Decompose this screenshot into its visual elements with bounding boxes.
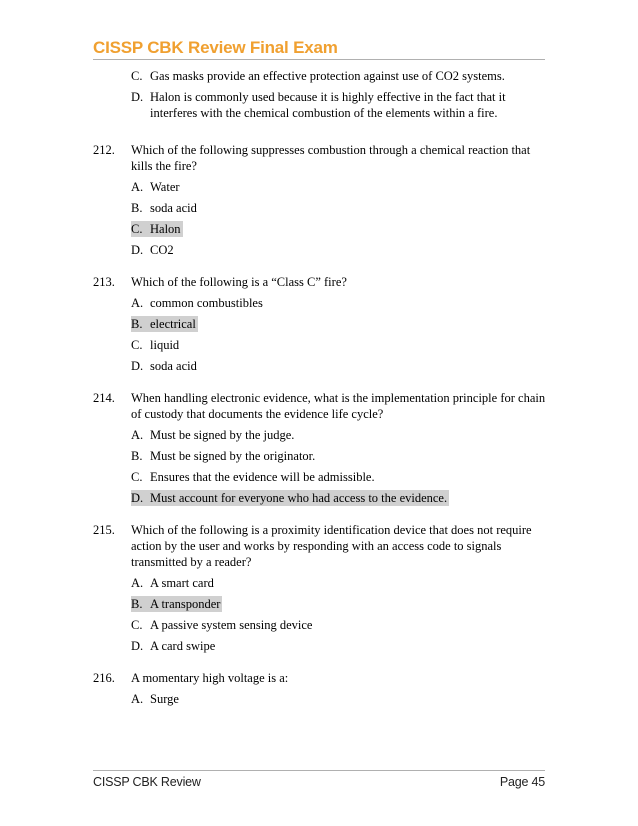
- answer-option: [131, 575, 553, 591]
- option-text: Must be signed by the originator.: [150, 449, 316, 463]
- option-text: Must be signed by the judge.: [150, 428, 295, 442]
- answer-option-highlighted: [131, 596, 553, 612]
- option-text: soda acid: [150, 359, 197, 373]
- question-list: [93, 142, 553, 707]
- highlighted-answer: [131, 316, 198, 332]
- answer-option: [131, 638, 553, 654]
- option-text: Must account for everyone who had access to the evidence.: [150, 491, 448, 505]
- question-text: When handling electronic evidence, what is the implementation principle for chain of custody that documents the evidence life cycle?: [131, 391, 546, 421]
- option-text: liquid: [150, 338, 180, 352]
- answer-options: [131, 179, 553, 258]
- option-letter: A.: [131, 692, 144, 706]
- option-letter: C.: [131, 69, 143, 83]
- option-letter: D.: [131, 639, 144, 653]
- question-block: [93, 274, 553, 374]
- option-text: Ensures that the evidence will be admissible.: [150, 470, 375, 484]
- answer-option: [131, 448, 553, 464]
- question-number: 213.: [93, 275, 115, 289]
- highlighted-answer: [131, 490, 449, 506]
- answer-options: [131, 575, 553, 654]
- answer-option: [131, 242, 553, 258]
- question-number: 212.: [93, 143, 115, 157]
- footer-divider: [93, 770, 545, 771]
- option-text: Water: [150, 180, 180, 194]
- option-letter: B.: [131, 201, 143, 215]
- question-text: Which of the following is a “Class C” fire?: [131, 275, 347, 289]
- option-text: A transponder: [150, 597, 221, 611]
- question-text: A momentary high voltage is a:: [131, 671, 289, 685]
- question-block: [93, 522, 553, 654]
- answer-options: [131, 691, 553, 707]
- option-letter: D.: [131, 90, 144, 104]
- option-letter: D.: [131, 491, 144, 505]
- answer-option: [131, 469, 553, 485]
- answer-option: [131, 89, 553, 121]
- highlighted-answer: [131, 596, 222, 612]
- question-number: 216.: [93, 671, 115, 685]
- option-text: A passive system sensing device: [150, 618, 313, 632]
- question-block: [93, 670, 553, 707]
- option-text: electrical: [150, 317, 196, 331]
- option-letter: A.: [131, 576, 144, 590]
- answer-option: [131, 337, 553, 353]
- option-letter: D.: [131, 359, 144, 373]
- page-number: Page 45: [499, 775, 545, 789]
- question-block: [93, 142, 553, 258]
- answer-option: [131, 427, 553, 443]
- answer-option: [131, 295, 553, 311]
- option-letter: B.: [131, 449, 143, 463]
- page-header-title: CISSP CBK Review Final Exam: [93, 38, 338, 57]
- option-text: Halon: [150, 222, 181, 236]
- answer-option: [131, 358, 553, 374]
- question-number: 215.: [93, 523, 115, 537]
- answer-option: [131, 200, 553, 216]
- question-number: 214.: [93, 391, 115, 405]
- question-text: Which of the following suppresses combustion through a chemical reaction that kills the fire?: [131, 143, 531, 173]
- option-text: soda acid: [150, 201, 197, 215]
- answer-option-highlighted: [131, 221, 553, 237]
- highlighted-answer: [131, 221, 183, 237]
- option-text: Gas masks provide an effective protection against use of CO2 systems.: [150, 69, 505, 83]
- option-letter: C.: [131, 338, 143, 352]
- answer-option-highlighted: [131, 316, 553, 332]
- answer-options: [131, 427, 553, 506]
- exam-content: [93, 68, 553, 712]
- answer-option: [131, 691, 553, 707]
- option-text: A card swipe: [150, 639, 216, 653]
- option-text: A smart card: [150, 576, 214, 590]
- question-text: Which of the following is a proximity identification device that does not require action by the user and works by responding with an access code to signals transmitted by a reader?: [131, 523, 532, 569]
- answer-option: [131, 68, 553, 84]
- answer-option-highlighted: [131, 490, 553, 506]
- option-letter: C.: [131, 222, 143, 236]
- option-letter: B.: [131, 317, 143, 331]
- option-letter: C.: [131, 618, 143, 632]
- answer-options: [131, 295, 553, 374]
- option-text: Halon is commonly used because it is highly effective in the fact that it interferes with the chemical combustion of the elements within a fire.: [150, 90, 506, 120]
- continued-options: [131, 68, 553, 121]
- footer-title: CISSP CBK Review: [93, 775, 201, 789]
- option-letter: A.: [131, 296, 144, 310]
- option-text: common combustibles: [150, 296, 263, 310]
- option-text: Surge: [150, 692, 179, 706]
- option-letter: C.: [131, 470, 143, 484]
- option-text: CO2: [150, 243, 174, 257]
- header-divider: [93, 59, 545, 60]
- option-letter: D.: [131, 243, 144, 257]
- answer-option: [131, 617, 553, 633]
- option-letter: A.: [131, 428, 144, 442]
- answer-option: [131, 179, 553, 195]
- option-letter: A.: [131, 180, 144, 194]
- option-letter: B.: [131, 597, 143, 611]
- question-block: [93, 390, 553, 506]
